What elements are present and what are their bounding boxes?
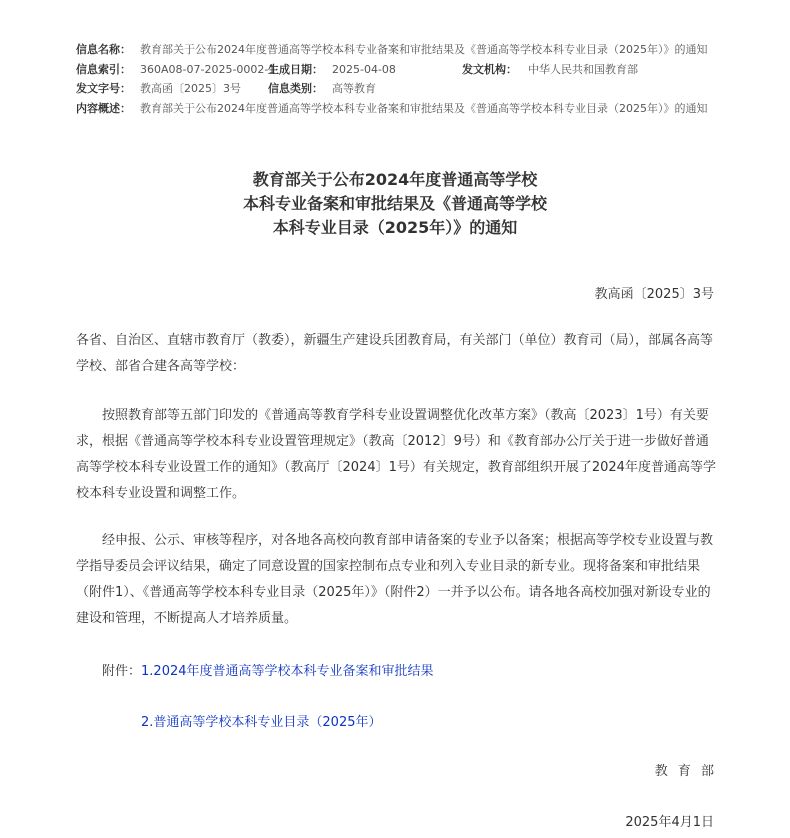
meta-summary-value: 教育部关于公布2024年度普通高等学校本科专业备案和审批结果及《普通高等学校本科专业目录（2025年）》的通知 bbox=[140, 101, 708, 115]
meta-category-value: 高等教育 bbox=[332, 82, 376, 95]
meta-org-value: 中华人民共和国教育部 bbox=[528, 62, 638, 76]
meta-docno-label: 发文字号： bbox=[76, 82, 131, 95]
attachment-1-link[interactable] bbox=[141, 664, 434, 679]
body-paragraph-2: 经申报、公示、审核等程序，对各地各高校向教育部申请备案的专业予以备案；根据高等学校专业设置与教学指导委员会评议结果，确定了同意设置的国家控制布点专业和列入专业目录的新专业。现将备案和审批结果（附件1）、《普通高等学校本科专业目录（2025年）》（附件2）一并予以公布。请各地各高校加强对新设专业的建设和管理，不断提高人才培养质量。 bbox=[76, 533, 714, 626]
issuer-signature: 教 育 部 bbox=[654, 764, 714, 779]
attachment-2-number: 2. bbox=[141, 715, 154, 730]
title-line-1: 教育部关于公布2024年度普通高等学校 bbox=[252, 170, 538, 189]
attachment-1-number: 1. bbox=[141, 664, 154, 679]
meta-summary-label: 内容概述： bbox=[76, 101, 131, 115]
body-paragraph-1: 按照教育部等五部门印发的《普通高等教育学科专业设置调整优化改革方案》（教高〔2023〕1号）有关要求，根据《普通高等学校本科专业设置管理规定》（教高〔2012〕9号）和《教育部办公厅关于进一步做好普通高等学校本科专业设置工作的通知》（教高厅〔2024〕1号）有关规定，教育部组织开展了2024年度普通高等学校本科专业设置和调整工作。 bbox=[76, 408, 716, 501]
document-number: 教高函〔2025〕3号 bbox=[594, 287, 714, 302]
attachment-2-link[interactable] bbox=[141, 715, 382, 730]
meta-name-label: 信息名称： bbox=[76, 43, 131, 56]
meta-row-docno bbox=[76, 79, 726, 99]
meta-row-summary bbox=[76, 99, 726, 119]
title-line-2: 本科专业备案和审批结果及《普通高等学校 bbox=[242, 194, 547, 213]
salutation: 各省、自治区、直辖市教育厅（教委），新疆生产建设兵团教育局，有关部门（单位）教育司（局），部属各高等学校、部省合建各高等学校： bbox=[76, 333, 714, 374]
meta-date-label: 生成日期： bbox=[268, 62, 323, 76]
meta-name-value: 教育部关于公布2024年度普通高等学校本科专业备案和审批结果及《普通高等学校本科专业目录（2025年）》的通知 bbox=[140, 43, 708, 56]
meta-date-value: 2025-04-08 bbox=[332, 62, 396, 76]
meta-row-name bbox=[76, 40, 726, 60]
meta-category-label: 信息类别： bbox=[268, 82, 323, 95]
meta-row-index bbox=[76, 60, 726, 80]
title-line-3: 本科专业目录（2025年）》的通知 bbox=[272, 218, 518, 237]
attachment-1 bbox=[102, 660, 434, 679]
attachment-2 bbox=[141, 711, 382, 730]
attachment-2-text: 普通高等学校本科专业目录（2025年） bbox=[153, 715, 382, 730]
meta-org-label: 发文机构： bbox=[462, 62, 517, 76]
info-metadata bbox=[76, 40, 726, 118]
meta-index-label: 信息索引： bbox=[76, 62, 131, 76]
meta-docno-value: 教高函〔2025〕3号 bbox=[140, 82, 241, 95]
attachment-label: 附件： bbox=[102, 664, 142, 679]
meta-index-value: 360A08-07-2025-0002-1 bbox=[140, 62, 276, 76]
issue-date: 2025年4月1日 bbox=[625, 815, 714, 830]
document-title bbox=[0, 168, 790, 240]
attachment-1-text: 2024年度普通高等学校本科专业备案和审批结果 bbox=[153, 664, 434, 679]
